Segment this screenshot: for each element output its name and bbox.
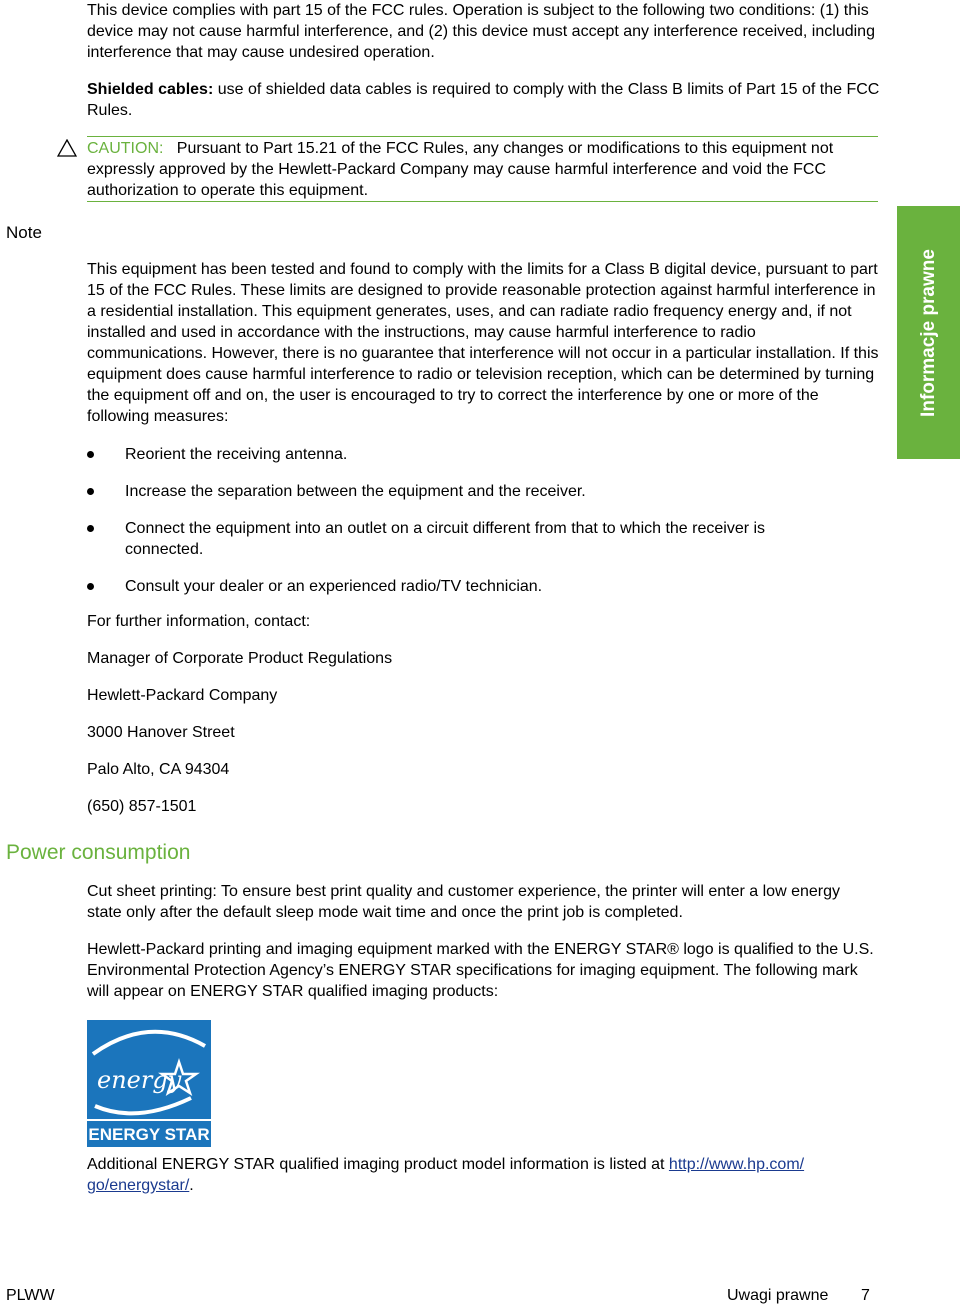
svg-text:ENERGY STAR: ENERGY STAR [88, 1125, 210, 1144]
energy-star-info-paragraph [87, 1154, 879, 1196]
shielded-cables-text: use of shielded data cables is required to comply with the Class B limits of Part 15 of the FCC Rules. [87, 81, 880, 119]
list-item: Consult your dealer or an experienced radio/TV technician. [125, 578, 543, 595]
bullet-dot [87, 488, 94, 495]
shielded-cables-label: Shielded cables: [87, 81, 214, 98]
energy-star-logo [87, 1020, 211, 1147]
side-tab-informacje-prawne [897, 206, 960, 459]
footer-section-title: Uwagi prawne [727, 1287, 829, 1304]
contact-line: 3000 Hanover Street [87, 724, 235, 741]
caution-top-rule [87, 136, 878, 137]
shielded-cables-paragraph [87, 79, 887, 121]
note-text: This equipment has been tested and found to comply with the limits for a Class B digital device, pursuant to part 15 of the FCC Rules. These limits are designed to provide reasonable protection against harmful interference in a residential installation. This equipment generates, uses, and can radiate radio frequency energy and, if not installed and used in accordance with the instructions, may cause harmful interference to radio communications. However, there is no guarantee that interference will not occur in a particular installation. If this equipment does cause harmful interference to radio or television reception, which can be determined by turning the equipment off and on, the user is encouraged to try to correct the interference by one or more of the following measures: [87, 261, 879, 425]
power-paragraph-1: Cut sheet printing: To ensure best print quality and customer experience, the printer will enter a low energy state only after the default sleep mode wait time and once the print job is completed. [87, 883, 840, 921]
contact-line: Hewlett-Packard Company [87, 687, 278, 704]
bullet-dot [87, 583, 94, 590]
list-item: Reorient the receiving antenna. [125, 446, 348, 463]
warning-triangle-icon [57, 139, 77, 157]
list-item: Connect the equipment into an outlet on a circuit different from that to which the receiver is connected. [125, 520, 766, 558]
contact-intro: For further information, contact: [87, 613, 311, 630]
energy-star-info-text: Additional ENERGY STAR qualified imaging product model information is listed at [87, 1156, 665, 1173]
svg-text:energy: energy [97, 1066, 182, 1094]
fcc-compliance-text: This device complies with part 15 of the FCC rules. Operation is subject to the following two conditions: (1) this device may not cause harmful interference, and (2) this device must accept any interference received, including interference that may cause undesired operation. [87, 2, 875, 61]
section-heading-power-consumption: Power consumption [6, 841, 191, 864]
note-label: Note [6, 223, 42, 242]
link-trailing-period: . [189, 1177, 194, 1194]
bullet-dot [87, 451, 94, 458]
caution-text: Pursuant to Part 15.21 of the FCC Rules, any changes or modifications to this equipment not expressly approved by the Hewlett-Packard Company may cause harmful interference and void the FCC authorization to operate this equipment. [87, 140, 834, 199]
caution-paragraph [87, 138, 878, 201]
footer-left: PLWW [6, 1287, 55, 1304]
list-item: Increase the separation between the equipment and the receiver. [125, 483, 586, 500]
caution-label: CAUTION: [87, 140, 164, 157]
contact-line: Manager of Corporate Product Regulations [87, 650, 393, 667]
side-tab-label: Informacje prawne [917, 248, 939, 417]
energy-star-link[interactable]: http://www.hp.com/ [668, 1156, 805, 1173]
caution-bottom-rule [87, 201, 878, 202]
footer-page-number: 7 [861, 1287, 870, 1304]
power-paragraph-2: Hewlett-Packard printing and imaging equipment marked with the ENERGY STAR® logo is qualified to the U.S. Environmental Protection Agency’s ENERGY STAR specifications for imaging equipment. The following mark will appear on ENERGY STAR qualified imaging products: [87, 941, 874, 1000]
bullet-dot [87, 525, 94, 532]
contact-line: Palo Alto, CA 94304 [87, 761, 230, 778]
energy-star-link-continued[interactable]: go/energystar/ [87, 1177, 190, 1194]
contact-line: (650) 857-1501 [87, 798, 197, 815]
